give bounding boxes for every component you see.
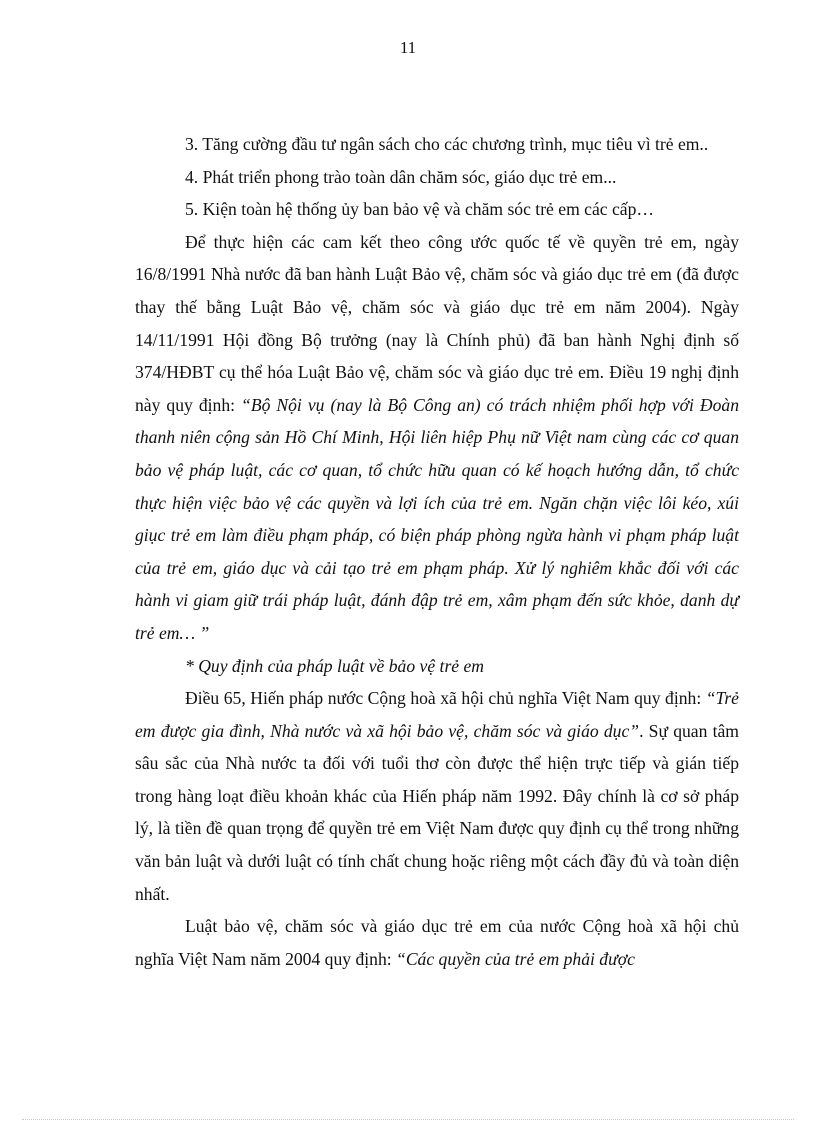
quote-article-19: “Bộ Nội vụ (nay là Bộ Công an) có trách nhiệm phối hợp với Đoàn thanh niên cộng sản Hồ Chí Minh, Hội liên hiệp Phụ nữ Việt nam cùng các cơ quan bảo vệ pháp luật, các cơ quan, tổ chức hữu quan có kế hoạch hướng dẫn, tổ chức thực hiện việc bảo vệ các quyền và lợi ích của trẻ em. Ngăn chặn việc lôi kéo, xúi giục trẻ em làm điều phạm pháp, có biện pháp phòng ngừa hành vi phạm pháp luật của trẻ em, giáo dục và cải tạo trẻ em phạm pháp. Xử lý nghiêm khắc đối với các hành vi giam giữ trái pháp luật, đánh đập trẻ em, xâm phạm đến sức khỏe, danh dự trẻ em… ” (135, 394, 740, 643)
paragraph-text: Để thực hiện các cam kết theo công ước quốc tế về quyền trẻ em, ngày 16/8/1991 Nhà nước đã ban hành Luật Bảo vệ, chăm sóc và giáo dục trẻ em (đã được thay thế bằng Luật Bảo vệ, chăm sóc và giáo dục trẻ em năm 2004). Ngày 14/11/1991 Hội đồng Bộ trưởng (nay là Chính phủ) đã ban hành Nghị định số 374/HĐBT cụ thể hóa Luật Bảo vệ, chăm sóc và giáo dục trẻ em. Điều 19 nghị định này quy định: (135, 231, 739, 415)
paragraph-constitution-article-65 (135, 682, 739, 910)
paragraph-law-2004 (135, 910, 739, 975)
paragraph-text: 4. Phát triển phong trào toàn dân chăm sóc, giáo dục trẻ em... (185, 166, 617, 187)
quote-article-65: “Trẻ em được gia đình, Nhà nước và xã hội bảo vệ, chăm sóc và giáo dục” (135, 688, 739, 741)
paragraph-text: 3. Tăng cường đầu tư ngân sách cho các chương trình, mục tiêu vì trẻ em.. (185, 134, 709, 154)
paragraph-item-4 (135, 161, 739, 194)
page-number: 11 (399, 38, 417, 57)
section-heading-text: * Quy định của pháp luật về bảo vệ trẻ em (185, 655, 485, 676)
paragraph-text: . Sự quan tâm sâu sắc của Nhà nước ta đối với tuổi thơ còn được thể hiện trực tiếp và gián tiếp trong hàng loạt điều khoản khác của Hiến pháp năm 1992. Đây chính là cơ sở pháp lý, là tiền đề quan trọng để quyền trẻ em Việt Nam được quy định cụ thể trong những văn bản luật và dưới luật có tính chất chung hoặc riêng một cách đầy đủ và toàn diện nhất. (135, 720, 739, 904)
page-bottom-divider (22, 1119, 794, 1120)
paragraph-decree-374 (135, 226, 739, 650)
paragraph-text: Luật bảo vệ, chăm sóc và giáo dục trẻ em của nước Cộng hoà xã hội chủ nghĩa Việt Nam năm 2004 quy định: (135, 916, 739, 969)
paragraph-text: 5. Kiện toàn hệ thống ủy ban bảo vệ và chăm sóc trẻ em các cấp… (185, 199, 654, 220)
quote-law-2004: “Các quyền của trẻ em phải được (396, 948, 635, 969)
paragraph-item-5 (135, 193, 739, 226)
paragraph-item-3 (135, 128, 739, 161)
paragraph-text: Điều 65, Hiến pháp nước Cộng hoà xã hội chủ nghĩa Việt Nam quy định: (185, 688, 706, 709)
section-heading-child-protection-law (135, 650, 739, 683)
document-body (135, 128, 739, 975)
